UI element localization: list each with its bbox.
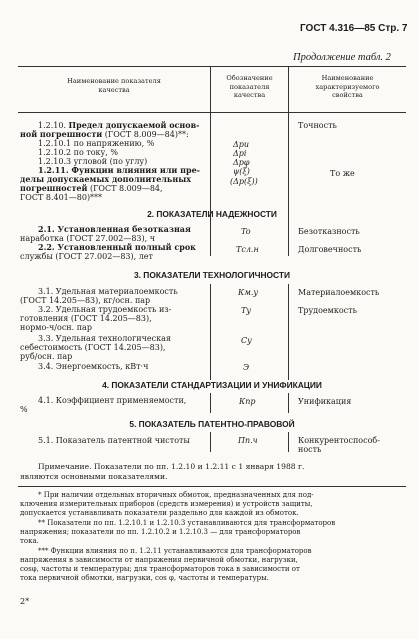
prop-material: Материалоемкость <box>298 288 380 297</box>
page-mark: 2* <box>20 597 30 606</box>
row-1-2-10-1: 1.2.10.1 по напряжению, % <box>38 139 155 148</box>
head-col-property: Наименование характеризуемого свойства <box>315 74 380 99</box>
col-divider-2e <box>288 432 289 452</box>
sym-Tu: Ту <box>241 306 251 315</box>
footnote-2: ** Показатели по пп. 1.2.10.1 и 1.2.10.3 устанавливаются для трансформаторов <box>38 519 336 527</box>
row-3-3-l3: руб/осн. пар <box>20 352 73 361</box>
col-divider-1e <box>210 432 211 452</box>
row-1-2-10: 1.2.10. Предел допускаемой основ- <box>38 120 200 130</box>
col-divider-2b <box>288 224 289 256</box>
table-top-rule <box>18 66 406 67</box>
sym-psi: ψ(ξ) <box>233 167 250 176</box>
footnote-rule <box>18 486 406 487</box>
col-divider-2d <box>288 393 289 413</box>
row-3-4: 3.4. Энергоемкость, кВт·ч <box>38 362 149 371</box>
section-reliability-title: 2. ПОКАЗАТЕЛИ НАДЕЖНОСТИ <box>147 209 277 219</box>
row-4-1: 4.1. Коэффициент применяемости, <box>38 396 187 405</box>
table-note: Примечание. Показатели по пп. 1.2.10 и 1.2.11 с 1 января 1988 г. <box>38 462 305 471</box>
prop-same: То же <box>330 169 355 178</box>
row-1-2-10-3: 1.2.10.3 угловой (по углу) <box>38 157 148 166</box>
section-patent-title: 5. ПОКАЗАТЕЛЬ ПАТЕНТНО-ПРАВОВОЙ <box>129 419 295 429</box>
sym-E: Э <box>243 363 250 372</box>
row-1-2-11-l2: делы допускаемых дополнительных <box>20 174 192 184</box>
row-1-2-11-l4: ГОСТ 8.401—80)*** <box>20 193 103 202</box>
sym-Kpr: Кпр <box>239 397 256 406</box>
footnote-3: *** Функции влияния по п. 1.2.11 устанавливаются для трансформаторов <box>38 547 312 555</box>
prop-accuracy: Точность <box>298 121 337 130</box>
prop-reliability: Безотказность <box>298 227 360 236</box>
row-1-2-11-l3: погрешностей (ГОСТ 8.009—84, <box>20 183 163 193</box>
table-continuation: Продолжение табл. 2 <box>293 52 391 63</box>
footnote-1: * При наличии отдельных вторичных обмоток, предназначенных для под- <box>38 491 314 499</box>
row-3-2-l3: нормо-ч/осн. пар <box>20 323 92 332</box>
footnote-1-cont: ключения измерительных приборов (средств измерения) и устройств защиты, допускается устанавливать показатели раздельно для каждой из обмоток. <box>20 500 313 518</box>
row-3-2-l2: готовления (ГОСТ 14.205—83), <box>20 314 152 323</box>
head-col-name: Наименование показателя качества <box>67 77 161 94</box>
sym-Kmu: Км.у <box>238 288 259 297</box>
section-manufacturability-title: 3. ПОКАЗАТЕЛИ ТЕХНОЛОГИЧНОСТИ <box>133 270 291 280</box>
head-col-symbol: Обозначение показателя качества <box>226 74 273 99</box>
sym-Cu: Су <box>241 336 252 345</box>
sym-delta-pphi: Δpφ <box>233 158 250 167</box>
row-1-2-10-2: 1.2.10.2 по току, % <box>38 148 118 157</box>
sym-delta-pu: Δpu <box>233 140 250 149</box>
prop-competitiveness-l2: ность <box>298 445 322 454</box>
row-3-3-l2: себестоимость (ГОСТ 14.205—83), <box>20 343 166 352</box>
row-2-1: 2.1. Установленная безотказная <box>38 224 191 234</box>
sym-Ppch: Пп.ч <box>238 436 258 445</box>
row-2-2-l2: службы (ГОСТ 27.002—83), лет <box>20 252 153 261</box>
row-2-2: 2.2. Установленный полный срок <box>38 242 196 252</box>
row-3-2: 3.2. Удельная трудоемкость из- <box>38 305 172 314</box>
footnote-2-cont: напряжения; показатели по пп. 1.2.10.2 и 1.2.10.3 — для трансформаторов тока. <box>20 528 301 546</box>
prop-competitiveness: Конкурентоспособ- <box>298 436 380 445</box>
prop-unification: Унификация <box>298 397 352 406</box>
prop-labor: Трудоемкость <box>298 306 357 315</box>
sym-delta-pi: Δpi <box>233 149 247 158</box>
page-code: ГОСТ 4.316—85 Стр. 7 <box>300 23 408 34</box>
row-3-1: 3.1. Удельная материалоемкость <box>38 287 178 296</box>
row-1-2-11: 1.2.11. Функции влияния или пре- <box>38 165 200 175</box>
sym-delta-xi: (Δp(ξ)) <box>230 177 258 186</box>
col-divider-2c <box>288 284 289 380</box>
col-divider-1d <box>210 393 211 413</box>
row-1-2-10-cont: ной погрешности (ГОСТ 8.009—84)**: <box>20 129 189 139</box>
row-3-1-l2: (ГОСТ 14.205—83), кг/осн. пар <box>20 296 151 305</box>
row-5-1: 5.1. Показатель патентной чистоты <box>38 436 190 445</box>
row-3-3: 3.3. Удельная технологическая <box>38 334 171 343</box>
col-divider-1c <box>210 284 211 380</box>
sym-To: To <box>241 227 251 236</box>
row-2-1-l2: наработка (ГОСТ 27.002—83), ч <box>20 234 156 243</box>
prop-durability: Долговечность <box>298 245 362 254</box>
table-note-l2: являются основными показателями. <box>20 472 168 481</box>
row-4-1-l2: % <box>20 405 28 414</box>
sym-Tsl: Tсл.н <box>236 245 259 254</box>
section-standardization-title: 4. ПОКАЗАТЕЛИ СТАНДАРТИЗАЦИИ И УНИФИКАЦИИ <box>102 380 322 390</box>
col-divider-1b <box>210 224 211 256</box>
table-head-rule <box>18 112 406 113</box>
footnote-3-cont: напряжения в зависимости от напряжения первичной обмотки, нагрузки, cosφ, частоты и температуры; для трансформаторов тока в зависимости от тока первичной обмотки, нагрузки, cos φ, частоты и температуры. <box>20 556 300 583</box>
